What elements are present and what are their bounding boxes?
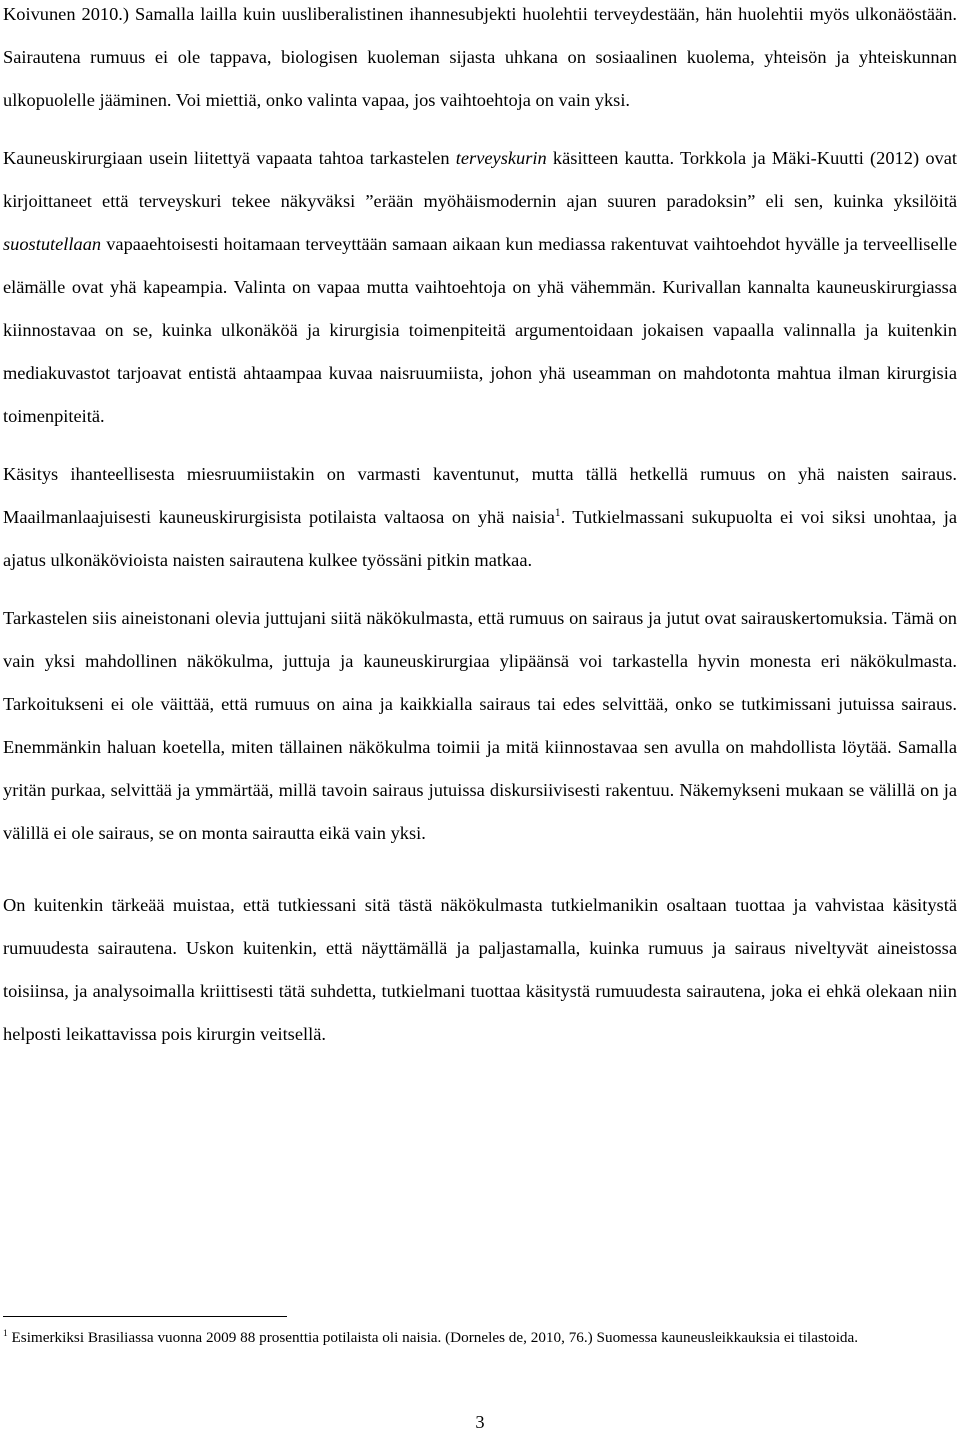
- page-number: 3: [475, 1412, 485, 1432]
- footnote-separator: [3, 1316, 287, 1317]
- paragraph-4: [3, 597, 957, 855]
- paragraph-text: On kuitenkin tärkeää muistaa, että tutkiessani sitä tästä näkökulmasta tutkielmanikin osaltaan tuottaa ja vahvistaa käsitystä rumuudesta sairautena. Uskon kuitenkin, että näyttämällä ja paljastamalla, kuinka rumuus ja sairaus niveltyvät aineistossa toisiinsa, ja analysoimalla kriittisesti tätä suhdetta, tutkielmani tuottaa käsitystä rumuudesta sairautena, joka ei ehkä olekaan niin helposti leikattavissa pois kirurgin veitsellä.: [3, 895, 957, 1044]
- paragraph-5: [3, 884, 957, 1056]
- italic-term: suostutellaan: [3, 234, 102, 254]
- paragraph-text: Koivunen 2010.) Samalla lailla kuin uusliberalistinen ihannesubjekti huolehtii terveydestään, hän huolehtii myös ulkonäöstään. Sairautena rumuus ei ole tappava, biologisen kuoleman sijasta uhkana on sosiaalinen kuolema, yhteisön ja yhteiskunnan ulkopuolelle jääminen. Voi miettiä, onko valinta vapaa, jos vaihtoehtoja on vain yksi.: [3, 4, 957, 110]
- footnote: [3, 1327, 957, 1349]
- paragraph-text: Kauneuskirurgiaan usein liitettyä vapaata tahtoa tarkastelen: [3, 148, 456, 168]
- document-body: [3, 0, 957, 1056]
- paragraph-text: käsitteen kautta. Torkkola ja Mäki-Kuutti (2012) ovat kirjoittaneet että terveyskuri tekee näkyväksi ”erään myöhäismodernin ajan suuren paradoksin” eli sen, kuinka yksilöitä: [3, 148, 957, 211]
- paragraph-1: [3, 0, 957, 122]
- paragraph-text: Käsitys ihanteellisesta miesruumiistakin on varmasti kaventunut, mutta tällä hetkellä rumuus on yhä naisten sairaus. Maailmanlaajuisesti kauneuskirurgisista potilaista valtaosa on yhä naisia: [3, 464, 957, 527]
- footnote-reference[interactable]: 1: [554, 506, 561, 519]
- footnote-marker: 1: [3, 1328, 8, 1339]
- paragraph-2: [3, 137, 957, 438]
- paragraph-3: [3, 453, 957, 582]
- italic-term: terveyskurin: [455, 148, 547, 168]
- footnote-text: Esimerkiksi Brasiliassa vuonna 2009 88 prosenttia potilaista oli naisia. (Dorneles de, 2010, 76.) Suomessa kauneusleikkauksia ei tilastoida.: [7, 1329, 859, 1346]
- paragraph-text: . Tutkielmassani sukupuolta ei voi siksi unohtaa, ja ajatus ulkonäkövioista naisten sairautena kulkee työssäni pitkin matkaa.: [3, 507, 957, 570]
- paragraph-text: vapaaehtoisesti hoitamaan terveyttään samaan aikaan kun mediassa rakentuvat vaihtoehdot hyvälle ja terveelliselle elämälle ovat yhä kapeampia. Valinta on vapaa mutta vaihtoehtoja on yhä vähemmän. Kurivallan kannalta kauneuskirurgiassa kiinnostavaa on se, kuinka ulkonäköä ja kirurgisia toimenpiteitä argumentoidaan jokaisen vapaalla valinnalla ja kuitenkin mediakuvastot tarjoavat entistä ahtaampaa kuvaa naisruumiista, johon yhä useamman on mahdotonta mahtua ilman kirurgisia toimenpiteitä.: [3, 234, 957, 426]
- paragraph-text: Tarkastelen siis aineistonani olevia juttujani siitä näkökulmasta, että rumuus on sairaus ja jutut ovat sairauskertomuksia. Tämä on vain yksi mahdollinen näkökulma, juttuja ja kauneuskirurgiaa ylipäänsä voi tarkastella hyvin monesta eri näkökulmasta. Tarkoitukseni ei ole väittää, että rumuus on aina ja kaikkialla sairaus tai edes selvittää, onko se tutkimissani jutuissa sairaus. Enemmänkin haluan koetella, miten tällainen näkökulma toimii ja mitä kiinnostavaa sen avulla on mahdollista löytää. Samalla yritän purkaa, selvittää ja ymmärtää, millä tavoin sairaus jutuissa diskursiivisesti rakentuu. Näkemykseni mukaan se välillä on ja välillä ei ole sairaus, se on monta sairautta eikä vain yksi.: [3, 608, 957, 843]
